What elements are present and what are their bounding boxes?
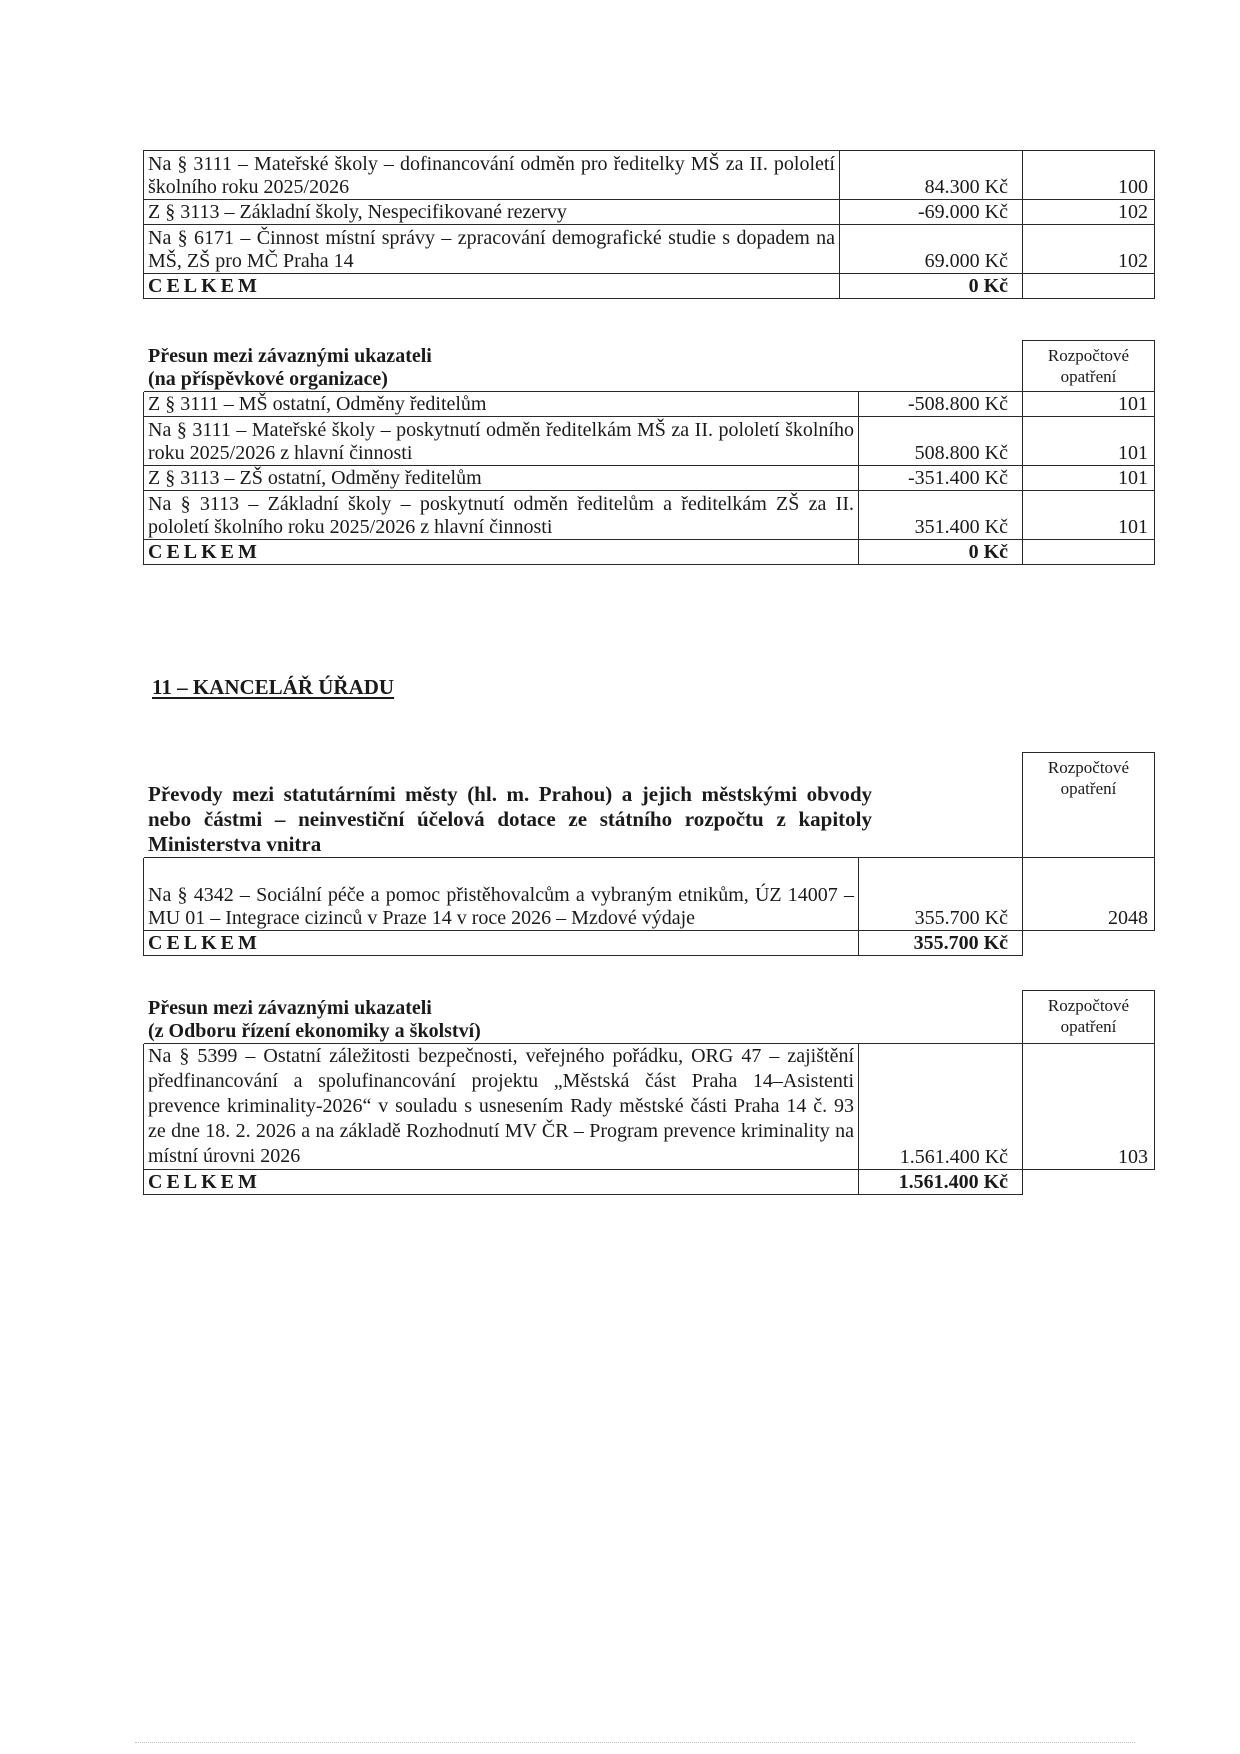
row-description: Na § 6171 – Činnost místní správy – zpracování demografické studie s dopadem na MŠ, ZŠ pro MČ Praha 14: [144, 225, 840, 274]
table-row: [144, 391, 1155, 416]
total-label: CELKEM: [144, 930, 859, 955]
total-label: CELKEM: [144, 1169, 859, 1194]
row-amount: 355.700 Kč: [859, 857, 1023, 930]
row-amount: 1.561.400 Kč: [859, 1043, 1023, 1169]
row-code: 101: [1023, 490, 1155, 539]
row-description: Na § 4342 – Sociální péče a pomoc přistěhovalcům a vybraným etnikům, ÚZ 14007 – MU 01 – Integrace cizinců v Praze 14 v roce 2026 – Mzdové výdaje: [144, 857, 859, 930]
table-row: [144, 857, 1155, 930]
table-title: [144, 991, 1023, 1044]
total-label: CELKEM: [144, 274, 840, 299]
row-description: Na § 5399 – Ostatní záležitosti bezpečnosti, veřejného pořádku, ORG 47 – zajištění předfinancování a spolufinancování projektu „Městská část Praha 14–Asistenti prevence kriminality-2026“ v souladu s usnesením Rady městské části Praha 14 č. 93 ze dne 18. 2. 2026 a na základě Rozhodnutí MV ČR – Program prevence kriminality na místní úrovni 2026: [144, 1043, 859, 1169]
budget-table-4: [143, 990, 1155, 1195]
budget-table-3: [143, 752, 1155, 956]
table-row: [144, 225, 1155, 274]
total-row: [144, 930, 1155, 955]
total-amount: 0 Kč: [859, 539, 1023, 564]
row-amount: -508.800 Kč: [859, 391, 1023, 416]
table-title: [144, 341, 1023, 392]
table-title-line1: Přesun mezi závaznými ukazateli: [148, 344, 432, 367]
row-amount: 351.400 Kč: [859, 490, 1023, 539]
row-code: 102: [1023, 200, 1155, 225]
row-description: Z § 3113 – Základní školy, Nespecifikované rezervy: [144, 200, 840, 225]
row-amount: 84.300 Kč: [840, 151, 1023, 200]
row-code: 101: [1023, 416, 1155, 465]
table-row: [144, 465, 1155, 490]
total-row: [144, 1169, 1155, 1194]
row-code: 102: [1023, 225, 1155, 274]
budget-table-1: [143, 150, 1155, 299]
page-footer-divider: [135, 1742, 1135, 1743]
budget-table-2: [143, 340, 1155, 565]
total-amount: 0 Kč: [840, 274, 1023, 299]
row-code: 101: [1023, 465, 1155, 490]
table-title-line1: Přesun mezi závaznými ukazateli: [148, 996, 432, 1019]
total-amount: 1.561.400 Kč: [859, 1169, 1023, 1194]
row-code: 103: [1023, 1043, 1155, 1169]
total-label: CELKEM: [144, 539, 859, 564]
total-row: [144, 539, 1155, 564]
table-row: [144, 490, 1155, 539]
row-description: Z § 3113 – ZŠ ostatní, Odměny ředitelům: [144, 465, 859, 490]
row-description: Na § 3111 – Mateřské školy – poskytnutí odměn ředitelkám MŠ za II. pololetí školního roku 2025/2026 z hlavní činnosti: [144, 416, 859, 465]
rozpoctove-opatreni-header: Rozpočtové opatření: [1023, 991, 1155, 1044]
table-title-line2: (z Odboru řízení ekonomiky a školství): [148, 1019, 481, 1042]
row-amount: 508.800 Kč: [859, 416, 1023, 465]
table-row: [144, 416, 1155, 465]
row-code: 101: [1023, 391, 1155, 416]
total-row: [144, 274, 1155, 299]
row-amount: 69.000 Kč: [840, 225, 1023, 274]
table-title-line2: (na příspěvkové organizace): [148, 367, 388, 390]
rozpoctove-opatreni-header: Rozpočtové opatření: [1023, 341, 1155, 392]
row-description: Na § 3113 – Základní školy – poskytnutí odměn ředitelům a ředitelkám ZŠ za II. pololetí školního roku 2025/2026 z hlavní činnosti: [144, 490, 859, 539]
table-title: Převody mezi statutárními městy (hl. m. Prahou) a jejich městskými obvody nebo částmi – neinvestiční účelová dotace ze státního rozpočtu z kapitoly Ministerstva vnitra: [148, 781, 872, 856]
table-row: [144, 1043, 1155, 1169]
row-description: Na § 3111 – Mateřské školy – dofinancování odměn pro ředitelky MŠ za II. pololetí školního roku 2025/2026: [144, 151, 840, 200]
rozpoctove-opatreni-header: Rozpočtové opatření: [1023, 753, 1155, 858]
row-code: 2048: [1023, 857, 1155, 930]
row-amount: -69.000 Kč: [840, 200, 1023, 225]
section-heading: 11 – KANCELÁŘ ÚŘADU: [152, 675, 395, 699]
table-row: [144, 200, 1155, 225]
row-description: Z § 3111 – MŠ ostatní, Odměny ředitelům: [144, 391, 859, 416]
row-code: 100: [1023, 151, 1155, 200]
total-amount: 355.700 Kč: [859, 930, 1023, 955]
table-row: [144, 151, 1155, 200]
row-amount: -351.400 Kč: [859, 465, 1023, 490]
